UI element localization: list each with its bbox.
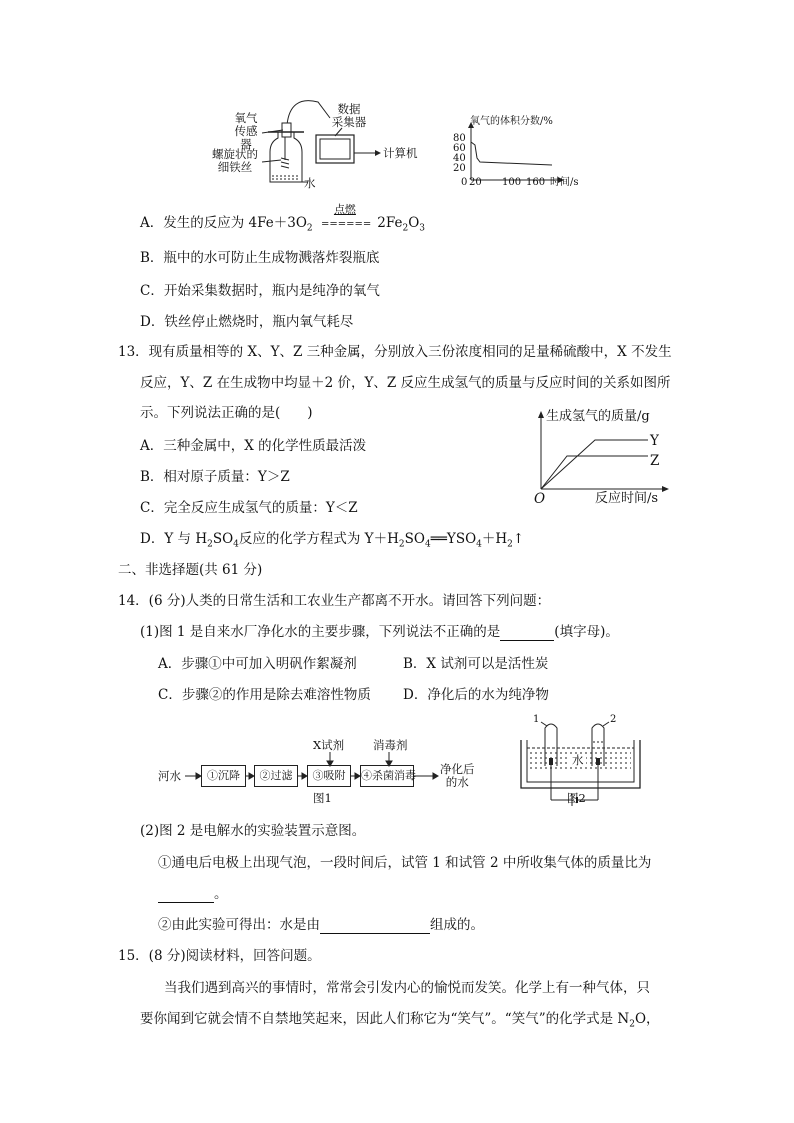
origin-label: O <box>534 491 546 507</box>
xtick-0: 0 <box>461 177 468 188</box>
q14-part2: (2)图 2 是电解水的实验装置示意图。 <box>140 823 366 839</box>
q12-option-c: C．开始采集数据时，瓶内是纯净的氧气 <box>140 283 380 299</box>
q14-part2-1-answer: 。 <box>158 885 228 903</box>
ytick-60: 60 <box>453 143 466 154</box>
xtick-100: 100 <box>502 177 522 188</box>
tube-2-label: 2 <box>610 714 617 725</box>
q15-stem: 15．(8 分)阅读材料，回答问题。 <box>118 948 321 964</box>
series-z-label: Z <box>650 453 660 469</box>
q14-option-a: A．步骤①中可加入明矾作絮凝剂 <box>158 656 357 672</box>
step-settling-box: ①沉降 <box>201 765 246 787</box>
purified-water-label: 净化后 的水 <box>440 762 475 789</box>
oxygen-sensor-label: 氧气 传感器 <box>234 111 258 151</box>
tube-1-label: 1 <box>533 714 540 725</box>
x-reagent-label: X试剂 <box>313 738 345 752</box>
q14-option-c: C．步骤②的作用是除去难溶性物质 <box>158 687 371 703</box>
figure-1-caption: 图1 <box>313 791 332 805</box>
q14-part1: (1)图 1 是自来水厂净化水的主要步骤，下列说法不正确的是 (填字母)。 <box>140 624 619 640</box>
q15-para-line2: 要你闻到它就会情不自禁地笑起来，因此人们称它为“笑气”。“笑气”的化学式是 $N_2O$， <box>140 1011 660 1030</box>
answer-blank[interactable] <box>158 888 214 903</box>
q14-part2-2: ②由此实验可得出：水是由 组成的。 <box>158 917 484 933</box>
computer-label: 计算机 <box>383 146 418 160</box>
figure-2-caption: 图2 <box>567 791 586 805</box>
oxygen-chart-xlabel: 时间/s <box>550 177 579 188</box>
spiral-wire-label: 螺旋状的 细铁丝 <box>212 147 258 174</box>
q12-option-a: A．发生的反应为 $4Fe+3O_2$ 点燃 ====== $2Fe_2O_3$ <box>140 203 425 234</box>
q14-part2-1: ①通电后电极上出现气泡，一段时间后，试管 1 和试管 2 中所收集气体的质量比为 <box>158 855 652 871</box>
q15-para-line1: 当我们遇到高兴的事情时，常常会引发内心的愉悦而发笑。化学上有一种气体，只 <box>164 980 650 996</box>
tank-water-label: 水 <box>572 753 584 767</box>
step-filtering-box: ②过滤 <box>254 765 298 787</box>
river-water-label: 河水 <box>158 769 181 783</box>
answer-blank[interactable] <box>320 919 430 934</box>
q13-line1: 13．现有质量相等的 X、Y、Z 三种金属，分别放入三份浓度相同的足量稀硫酸中，X 不发生 <box>118 344 672 360</box>
q12-option-b: B．瓶中的水可防止生成物溅落炸裂瓶底 <box>140 250 380 266</box>
step-adsorption-box: ③吸附 <box>307 765 351 787</box>
q13-option-c: C．完全反应生成氢气的质量：Y＜Z <box>140 500 358 516</box>
ytick-20: 20 <box>453 163 466 174</box>
hydrogen-chart-ylabel: 生成氢气的质量/g <box>546 409 650 424</box>
q14-option-d: D．净化后的水为纯净物 <box>403 687 549 703</box>
q12-condition: 点燃 <box>333 203 356 216</box>
section-title: 二、非选择题(共 61 分) <box>118 562 263 578</box>
q14-stem: 14．(6 分)人类的日常生活和工农业生产都离不开水。请回答下列问题： <box>118 593 551 609</box>
q13-option-a: A．三种金属中，X 的化学性质最活泼 <box>140 438 367 454</box>
hydrogen-chart-xlabel: 反应时间/s <box>595 491 659 506</box>
ytick-40: 40 <box>453 153 466 164</box>
water-label: 水 <box>304 176 316 190</box>
q14-option-b: B．X 试剂可以是活性炭 <box>403 656 549 672</box>
step-disinfection-box: ④杀菌消毒 <box>360 765 414 787</box>
xtick-20: 20 <box>469 177 482 188</box>
q13-line3: 示。下列说法正确的是( ) <box>140 405 313 421</box>
q13-line2: 反应，Y、Z 在生成物中均显＋2 价，Y、Z 反应生成氢气的质量与反应时间的关系如图所 <box>140 375 671 391</box>
q12-option-d: D．铁丝停止燃烧时，瓶内氧气耗尽 <box>140 314 354 330</box>
series-y-label: Y <box>650 433 659 449</box>
oxygen-chart-ylabel: 氧气的体积分数/% <box>470 116 553 127</box>
ytick-80: 80 <box>453 133 466 144</box>
xtick-160: 160 <box>526 177 546 188</box>
disinfectant-label: 消毒剂 <box>373 738 408 752</box>
q13-option-b: B．相对原子质量：Y＞Z <box>140 469 290 485</box>
q13-option-d: D．Y 与 $H_2SO_4$反应的化学方程式为 $Y+H_2SO_4══YSO_4+H_2↑$ <box>140 531 525 550</box>
data-collector-label: 数据 采集器 <box>331 102 367 129</box>
